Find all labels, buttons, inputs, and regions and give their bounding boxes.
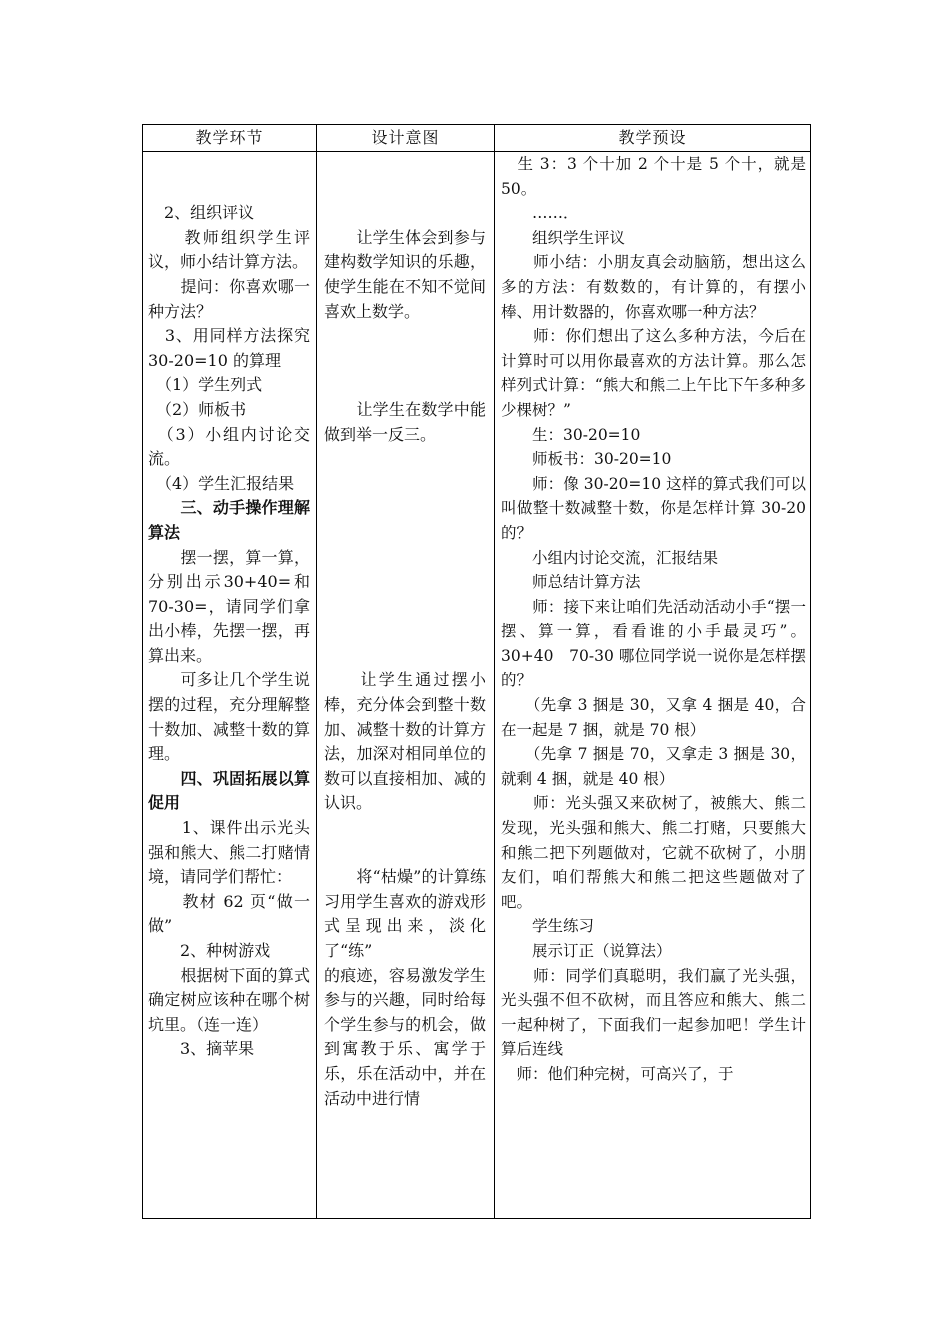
intent-paragraph: 让学生在数学中能做到举一反三。 xyxy=(324,399,486,444)
stage-paragraph: 教师组织学生评议，师小结计算方法。 xyxy=(148,227,310,272)
stage-paragraph: 摆一摆，算一算，分别出示30+40=和 70-30=，请同学们拿出小棒，先摆一摆，再算出来。 xyxy=(148,547,310,665)
intent-paragraph: 让学生通过摆小棒，充分体会到整十数加、减整十数的计算方法，加深对相同单位的数可以直接相加、减的认识。 xyxy=(324,670,486,813)
plan-paragraph: 学生练习 xyxy=(501,917,595,936)
plan-paragraph: 师：像 30-20=10 这样的算式我们可以叫做整十数减整十数，你是怎样计算 30-20 的？ xyxy=(501,474,806,542)
plan-paragraph: 师：接下来让咱们先活动活动小手“摆一摆、算一算，看看谁的小手最灵巧”。30+40 70-30 哪位同学说一说你是怎样摆的？ xyxy=(501,597,806,690)
plan-paragraph: 生 3：3 个十加 2 个十是 5 个十，就是 50。 xyxy=(501,155,806,198)
intent-paragraph: 让学生体会到参与建构数学知识的乐趣，使学生能在不知不觉间喜欢上数学。 xyxy=(324,227,486,321)
plan-paragraph: 师：你们想出了这么多种方法，今后在计算时可以用你最喜欢的方法计算。那么怎样列式计算：“熊大和熊二上午比下午多种多少棵树？” xyxy=(501,327,806,419)
stage-paragraph: 根据树下面的算式确定树应该种在哪个树坑里。（连一连） xyxy=(148,965,310,1034)
header-design-intent: 设计意图 xyxy=(371,128,440,147)
stage-paragraph: 可多让几个学生说摆的过程，充分理解整十数加、减整十数的算理。 xyxy=(148,670,310,764)
stage-paragraph: 教材 62 页“做一做” xyxy=(148,891,310,936)
plan-paragraph: 生：30-20=10 xyxy=(501,425,641,444)
design-intent-column xyxy=(324,152,486,1111)
blank-line xyxy=(148,152,310,177)
header-teaching-stage: 教学环节 xyxy=(195,128,264,147)
stage-paragraph: 3、摘苹果 xyxy=(148,1039,255,1059)
plan-paragraph: 师板书：30-20=10 xyxy=(501,450,672,469)
column-divider xyxy=(494,125,495,1218)
blank-line xyxy=(148,177,310,202)
plan-paragraph: 师小结：小朋友真会动脑筋，想出这么多的方法：有数数的，有计算的，有摆小棒、用计数器的，你喜欢哪一种方法？ xyxy=(501,253,806,321)
plan-paragraph: （先拿 7 捆是 70，又拿走 3 捆是 30，就剩 4 捆，就是 40 根） xyxy=(501,745,806,788)
stage-paragraph: （1）学生列式 xyxy=(148,375,263,395)
stage-paragraph: 3、用同样方法探究 30-20=10 的算理 xyxy=(148,326,310,370)
plan-paragraph: 师：他们种完树，可高兴了，于 xyxy=(501,1064,734,1083)
stage-paragraph: 1、课件出示光头强和熊大、熊二打赌情境，请同学们帮忙： xyxy=(148,818,310,887)
plan-paragraph: ……． xyxy=(501,204,579,223)
stage-paragraph: 2、种树游戏 xyxy=(148,941,271,960)
plan-paragraph: 师：同学们真聪明，我们赢了光头强，光头强不但不砍树，而且答应和熊大、熊二一起种树了，下面我们一起参加吧！学生计算后连线 xyxy=(501,966,806,1059)
intent-paragraph: 的痕迹，容易激发学生参与的兴趣，同时给每个学生参与的机会，做到寓教于乐、寓学于乐，乐在活动中，并在活动中进行情 xyxy=(324,965,486,1108)
stage-paragraph: 2、组织评议 xyxy=(148,203,255,223)
lesson-plan-table xyxy=(142,124,811,1219)
teaching-plan-column xyxy=(501,152,806,1087)
plan-paragraph: 组织学生评议 xyxy=(501,228,626,247)
section-heading: 四、巩固拓展以算促用 xyxy=(148,768,310,813)
plan-paragraph: （先拿 3 捆是 30，又拿 4 捆是 40，合在一起是 7 捆，就是 70 根） xyxy=(501,696,806,739)
stage-paragraph: 提问：你喜欢哪一种方法？ xyxy=(148,276,310,321)
plan-paragraph: 师：光头强又来砍树了，被熊大、熊二发现，光头强和熊大、熊二打赌，只要熊大和熊二把下列题做对，它就不砍树了，小朋友们，咱们帮熊大和熊二把这些题做对了吧。 xyxy=(501,794,806,911)
teaching-stage-column xyxy=(148,152,310,1062)
intent-paragraph: 将“枯燥”的计算练习用学生喜欢的游戏形式呈现出来，淡化了“练” xyxy=(324,867,486,960)
section-heading: 三、动手操作理解算法 xyxy=(148,498,310,542)
stage-paragraph: （2）师板书 xyxy=(148,399,247,419)
stage-paragraph: （3）小组内讨论交流。 xyxy=(148,424,310,469)
column-divider xyxy=(316,125,317,1218)
plan-paragraph: 小组内讨论交流，汇报结果 xyxy=(501,548,719,567)
plan-paragraph: 师总结计算方法 xyxy=(501,573,641,592)
plan-paragraph: 展示订正（说算法） xyxy=(501,942,672,960)
header-teaching-plan: 教学预设 xyxy=(618,128,687,147)
stage-paragraph: （4）学生汇报结果 xyxy=(148,473,295,493)
